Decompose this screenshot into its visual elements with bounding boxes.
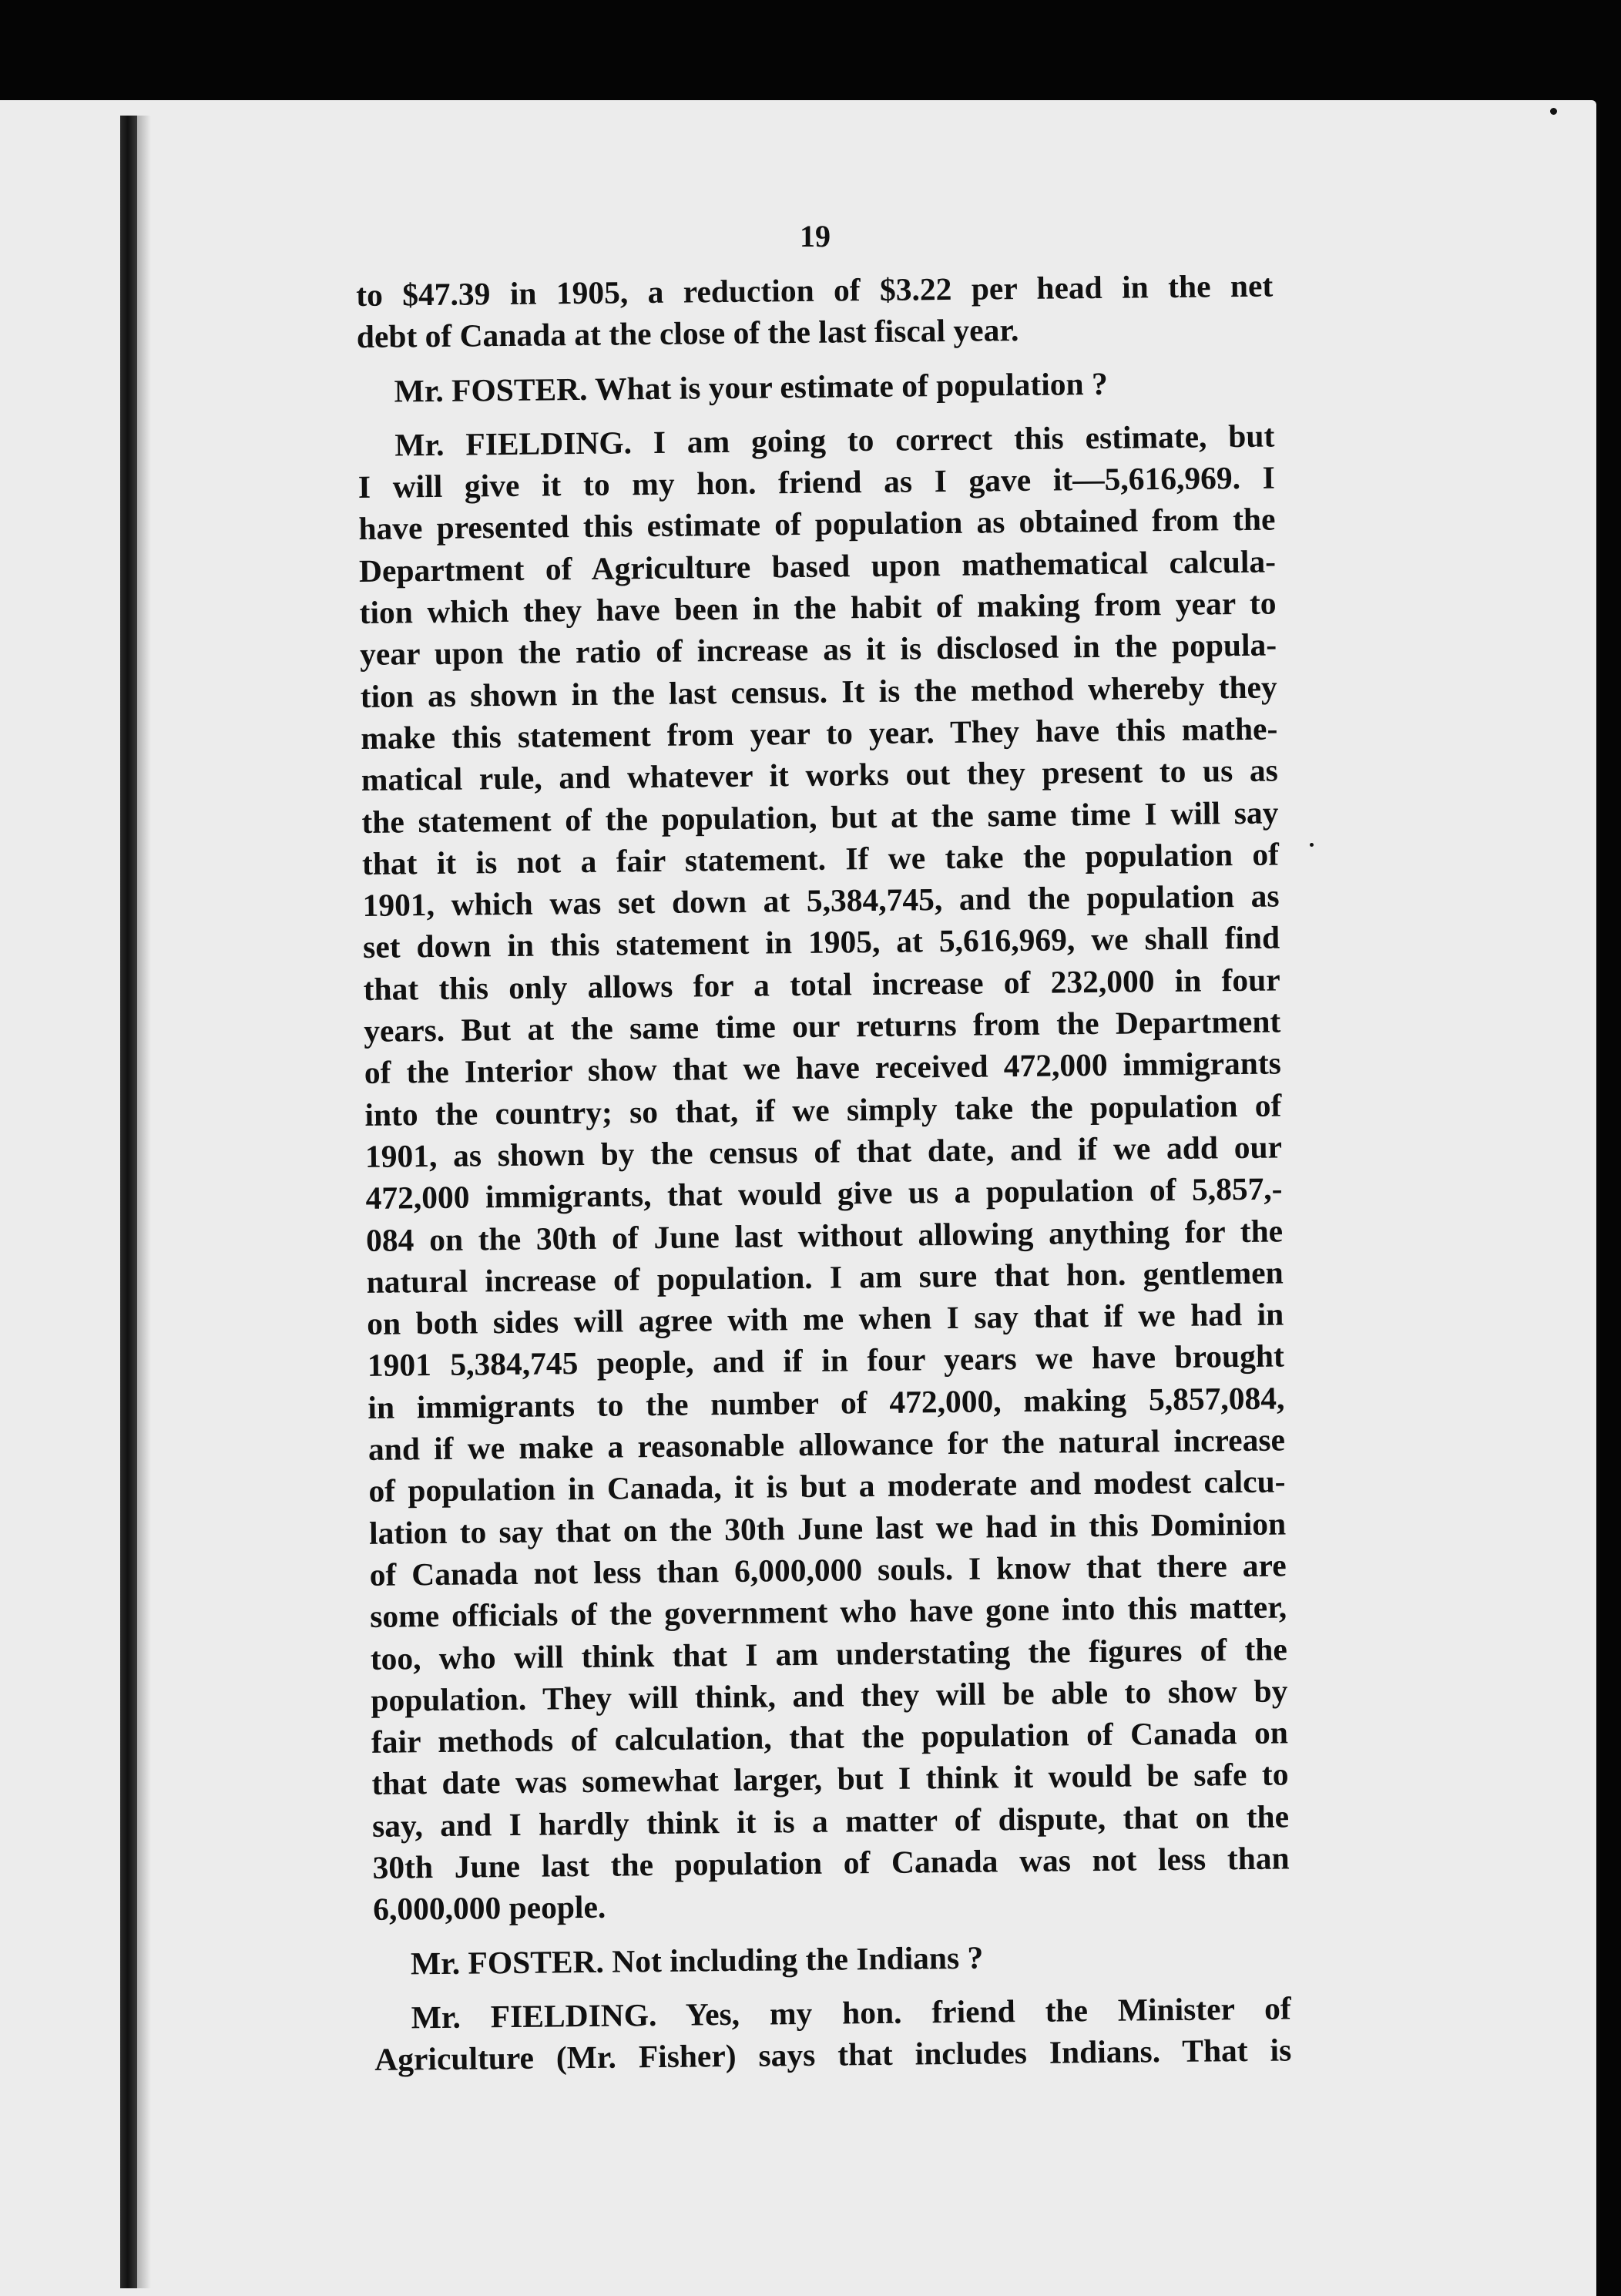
speaker-line: Mr. FIELDING. I am going to correct this estimate, but: [394, 418, 1275, 463]
text-line: 472,000 immigrants, that would give us a population of 5,857,-: [365, 1170, 1283, 1217]
text-line: say, and I hardly think it is a matter of dispute, that on the: [371, 1798, 1290, 1844]
speaker-line: Mr. FOSTER. What is your estimate of population ?: [394, 365, 1108, 409]
text-line: into the country; so that, if we simply take the population of: [364, 1087, 1282, 1133]
text-line: make this statement from year to year. They have this mathe-: [361, 710, 1278, 756]
text-line: of the Interior show that we have received 472,000 immigrants: [364, 1045, 1282, 1091]
text-line: 1901 5,384,745 people, and if in four years we have brought: [367, 1338, 1285, 1384]
speaker-line: Mr. FIELDING. Yes, my hon. friend the Minister of: [411, 1990, 1291, 2036]
text-line: lation to say that on the 30th June last we had in this Dominion: [368, 1505, 1287, 1551]
scan-speck: [1550, 108, 1557, 115]
text-line: that date was somewhat larger, but I think it would be safe to: [371, 1756, 1289, 1802]
scan-speck: [1310, 843, 1314, 847]
text-line: debt of Canada at the close of the last fiscal year.: [356, 312, 1019, 355]
text-line: fair methods of calculation, that the population of Canada on: [371, 1714, 1289, 1760]
gutter-shadow: [137, 116, 151, 2288]
text-line: I will give it to my hon. friend as I gave it—5,616,969. I: [357, 459, 1276, 505]
text-line: tion as shown in the last census. It is the method whereby they: [360, 669, 1277, 714]
text-line: on both sides will agree with me when I say that if we had in: [367, 1296, 1284, 1342]
text-line: 1901, as shown by the census of that date, and if we add our: [364, 1129, 1283, 1174]
text-line: 1901, which was set down at 5,384,745, and the population as: [362, 878, 1280, 924]
text-line: and if we make a reasonable allowance for the natural increase: [367, 1422, 1286, 1467]
text-line: that it is not a fair statement. If we take the population of: [361, 836, 1280, 881]
text-line: in immigrants to the number of 472,000, making 5,857,084,: [367, 1380, 1285, 1425]
text-line: 6,000,000 people.: [372, 1889, 606, 1928]
text-line: have presented this estimate of population as obtained from the: [358, 502, 1276, 547]
text-line: 30th June last the population of Canada was not less than: [372, 1840, 1290, 1885]
text-line: of Canada not less than 6,000,000 souls. I know that there are: [369, 1547, 1287, 1593]
text-line: too, who will think that I am understating the figures of the: [370, 1630, 1287, 1677]
text-line: Agriculture (Mr. Fisher) says that includes Indians. That is: [374, 2032, 1292, 2078]
text-line: 084 on the 30th of June last without allowing anything for the: [365, 1213, 1284, 1258]
text-line: matical rule, and whatever it works out they present to us as: [361, 752, 1279, 798]
text-line: tion which they have been in the habit of making from year to: [359, 585, 1277, 631]
text-line: the statement of the population, but at the same time I will say: [361, 794, 1279, 840]
page-number: 19: [800, 219, 831, 253]
document-body: [356, 265, 1291, 2081]
text-line: years. But at the same time our returns from the Department: [364, 1003, 1281, 1049]
text-line: Department of Agriculture based upon mathematical calcula-: [358, 543, 1277, 589]
text-line: population. They will think, and they will be able to show by: [371, 1673, 1288, 1718]
speaker-line: Mr. FOSTER. Not including the Indians ?: [410, 1939, 984, 1981]
text-line: set down in this statement in 1905, at 5,616,969, we shall find: [362, 919, 1280, 965]
text-line: year upon the ratio of increase as it is disclosed in the popula-: [359, 626, 1277, 673]
text-line: natural increase of population. I am sure that hon. gentlemen: [366, 1254, 1284, 1300]
book-spine-shadow: [120, 116, 137, 2288]
text-line: to $47.39 in 1905, a reduction of $3.22 per head in the net: [356, 267, 1274, 313]
text-line: some officials of the government who have gone into this matter,: [370, 1589, 1287, 1635]
text-line: of population in Canada, it is but a moderate and modest calcu-: [368, 1463, 1286, 1509]
text-line: that this only allows for a total increase of 232,000 in four: [363, 962, 1280, 1007]
